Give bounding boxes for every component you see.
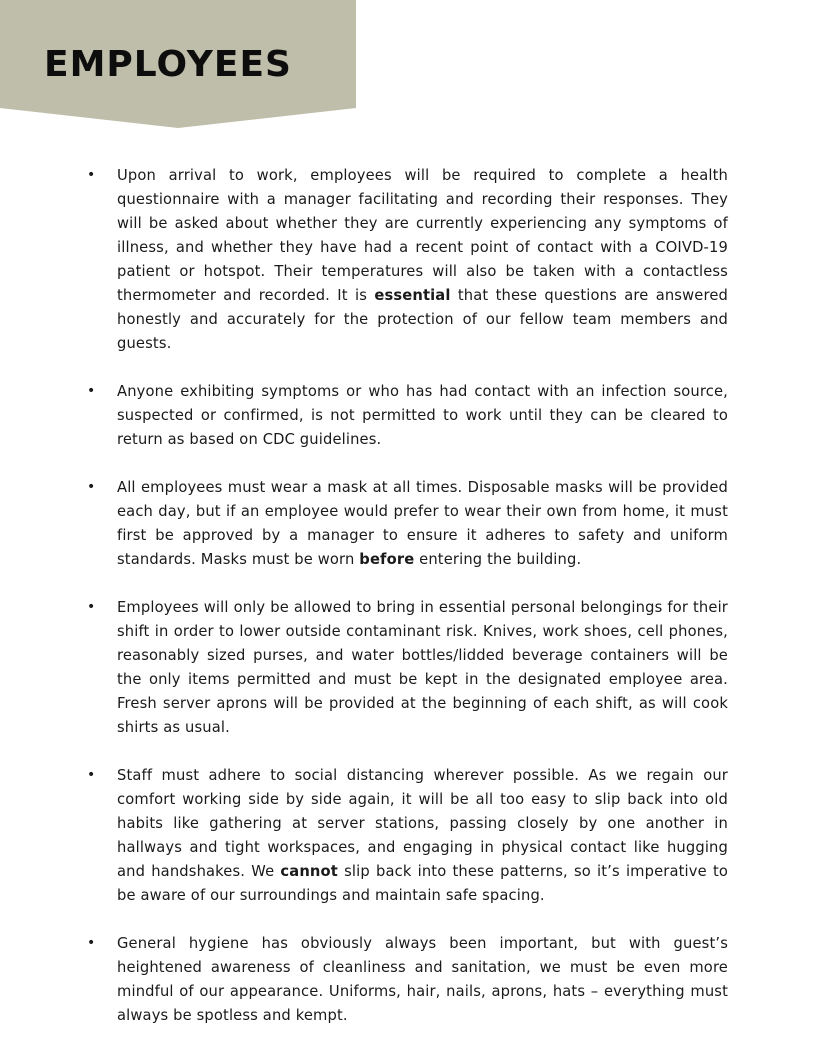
page-title: EMPLOYEES <box>44 44 292 85</box>
item-text-tail: entering the building. <box>414 551 582 568</box>
list-item <box>87 764 728 908</box>
list-item <box>87 476 728 572</box>
item-text-tail: slip back into these patterns, so it’s imperative to be aware of our surroundings and maintain safe spacing. <box>117 863 728 904</box>
item-text: Employees will only be allowed to bring in essential personal belongings for their shift in order to lower outside contaminant risk. Knives, work shoes, cell phones, reasonably sized purses, and water bottles/lidded beverage containers will be the only items permitted and must be kept in the designated employee area. Fresh server aprons will be provided at the beginning of each shift, as will cook shirts as usual. <box>117 599 728 736</box>
bullet-icon: • <box>87 167 96 183</box>
bullet-icon: • <box>87 479 96 495</box>
list-item <box>87 380 728 452</box>
list-item <box>87 932 728 1028</box>
list-item <box>87 164 728 356</box>
list-item <box>87 596 728 740</box>
bullet-icon: • <box>87 599 96 615</box>
bullet-icon: • <box>87 935 96 951</box>
item-text-tail: that these questions are answered honestly and accurately for the protection of our fellow team members and guests. <box>117 287 728 352</box>
item-emphasis: cannot <box>280 863 338 880</box>
policy-list <box>87 164 728 1052</box>
item-text: All employees must wear a mask at all times. Disposable masks will be provided each day, but if an employee would prefer to wear their own from home, it must first be approved by a manager to ensure it adheres to safety and uniform standards. Masks must be worn <box>117 479 728 568</box>
item-text: Staff must adhere to social distancing wherever possible. As we regain our comfort working side by side again, it will be all too easy to slip back into old habits like gathering at server stations, passing closely by one another in hallways and tight workspaces, and engaging in physical contact like hugging and handshakes. We <box>117 767 728 880</box>
bullet-icon: • <box>87 383 96 399</box>
item-text: General hygiene has obviously always been important, but with guest’s heightened awareness of cleanliness and sanitation, we must be even more mindful of our appearance. Uniforms, hair, nails, aprons, hats – everything must always be spotless and kempt. <box>117 935 728 1024</box>
item-emphasis: essential <box>374 287 451 304</box>
item-text: Upon arrival to work, employees will be required to complete a health questionnaire with a manager facilitating and recording their responses. They will be asked about whether they are currently experiencing any symptoms of illness, and whether they have had a recent point of contact with a COIVD-19 patient or hotspot. Their temperatures will also be taken with a contactless thermometer and recorded. It is <box>117 167 728 304</box>
item-emphasis: before <box>359 551 415 568</box>
bullet-icon: • <box>87 767 96 783</box>
item-text: Anyone exhibiting symptoms or who has had contact with an infection source, suspected or confirmed, is not permitted to work until they can be cleared to return as based on CDC guidelines. <box>117 383 728 448</box>
